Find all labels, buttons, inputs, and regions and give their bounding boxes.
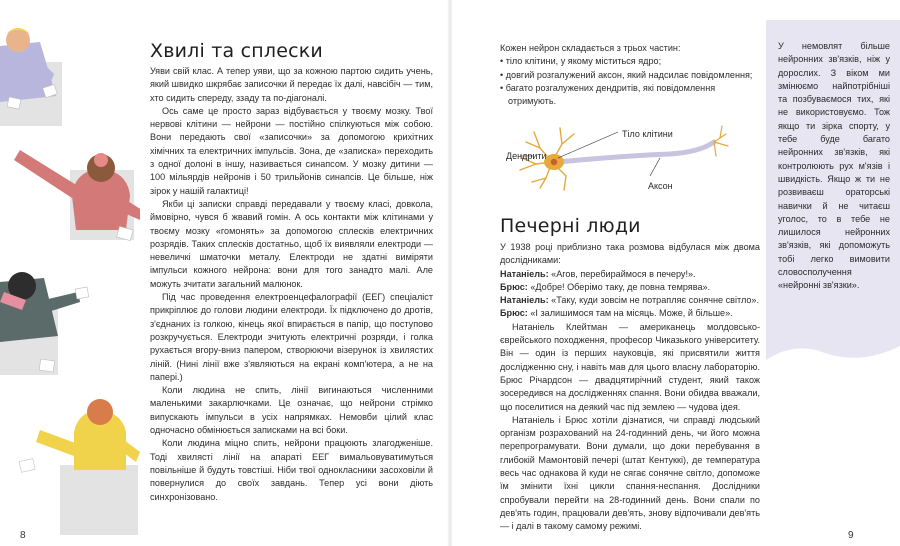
list-item: • багато розгалужених дендритів, які повідомлення отримують.: [500, 82, 760, 109]
neuron-intro: Кожен нейрон складається з трьох частин:: [500, 43, 681, 53]
left-body-text: [150, 65, 433, 504]
page-number: 9: [848, 530, 854, 541]
speaker: Брюс:: [500, 281, 528, 292]
classroom-illustration: [0, 0, 140, 546]
dialogue: [500, 268, 760, 321]
dialogue-text: «Таку, куди зовсім не потрапляє сонячне світло».: [551, 295, 760, 306]
sidebar-note: У немовлят більше нейронних зв'язків, ніж у дорослих. З віком ми змінюємо найпотрібніші та позбуваємося тих, які не використовуємо. Тож якщо ти зірка спорту, у тебе буде багато нейронних зв'язків, які контролюють рух м'язів і швидкість. Якщо ж ти не розвиваєш ораторські навички й не читаєш уголос, то в тебе не лишилося нейронних зв'язків, які допоможуть тобі легко вимовити словосполучення «нейронні зв'язки».: [778, 41, 890, 291]
section-title: Печерні люди: [500, 215, 641, 237]
paragraph: Якби ці записки справді передавали у твоєму класі, довкола, ймовірно, чувся б жвавий гомін. А ось контакти між клітинами у твоєму мозку «гомонять» за допомогою сплесків електричних розрядів. Таких сплесків достатньо, щоб їх виявляли електроди — невеличкі шматочки металу. Електроди не здатні виміряти імпульси кожного нейрона: вони для того занадто малі. Але можуть зчитати загальний малюнок.: [150, 198, 433, 289]
note-paper-icon: [39, 359, 54, 372]
dialogue-text: «Агов, перебираймося в печеру!».: [551, 268, 696, 279]
speaker: Натаніель:: [500, 268, 549, 279]
page-title: Хвилі та сплески: [150, 40, 323, 62]
paragraph: Натаніель Клейтман — американець молдовсько-єврейського походження, професор Чиказького університету. Він — один із перших науковців, які присвятили життя дослідженню сну, і навіть мав для цього власну лабораторію. Брюс Річардсон — двадцятирічний студент, який також зосередився на дослідженнях спання. Вони обидва вважали, що поселитися на деякий час під землею — чудова ідея.: [500, 321, 760, 412]
paragraph: Коли людина міцно спить, нейрони працюють злагодженіше. Тоді хвилясті лінії на апараті ЕЕГ вимальовуватимуться повільніше й будуть товстіші. Ніби твої однокласники засоховіли й повернулися до своїх завдань. Тепер усі вони діють синхронізовано.: [150, 438, 433, 502]
cell-body-label: Тіло клітини: [622, 129, 673, 139]
dialogue-line: [500, 294, 760, 307]
note-paper-icon: [19, 459, 35, 473]
section-intro: У 1938 році приблизно така розмова відбулася між двома дослідниками:: [500, 242, 760, 266]
student-desk-icon: [60, 465, 138, 535]
paragraph: Коли людина не спить, лінії вигинаються численними маленькими закарлючками. Це означає, що нейрони стрімко випускають імпульси в усіх напрямках. Немовби цілий клас одночасно обмінюється записками на всі боки.: [150, 385, 433, 436]
speaker: Натаніель:: [500, 295, 549, 306]
list-item: • довгий розгалужений аксон, який надсилає повідомлення;: [500, 69, 760, 82]
dendrites-label: Дендрити: [506, 151, 547, 161]
paragraph: Уяви свій клас. А тепер уяви, що за кожною партою сидить учень, який швидко шкрябає записочки й передає їх далі, навсібіч — тим, хто сидить спереду, ззаду та по-діагоналі.: [150, 66, 433, 103]
paragraph: Ось саме це просто зараз відбувається у твоєму мозку. Твої нервові клітини — нейрони — постійно спілкуються між собою. Вони передають свої «записочки» за допомогою крихітних хімічних та електричних імпульсів. Зона, де «записка» переходить з одної долоні в іншу, називається синапсом. У мозку дитини — 100 мільярдів нейронів і 50 трильйонів синапсів. Це більше, ніж зірок у нашій галактиці!: [150, 105, 433, 196]
right-body-text: [500, 241, 760, 534]
right-page: [450, 0, 900, 546]
dialogue-line: [500, 281, 760, 294]
list-item: • тіло клітини, у якому міститься ядро;: [500, 55, 760, 68]
axon-label: Аксон: [648, 181, 673, 191]
dialogue-text: «І залишимося там на місяць. Може, й більше».: [530, 308, 733, 319]
speaker: Брюс:: [500, 308, 528, 319]
dialogue-text: «Добре! Оберімо таку, де повна темрява».: [530, 281, 711, 292]
page-number: 8: [20, 530, 26, 541]
paragraph: Під час проведення електроенцефалографії (ЕЕГ) спеціаліст прикріплює до голови людини електроди. Їх підключено до дротів, з'єднаних із голкою, кінець якої впирається в папір, що поступово розкручується. Електроди зчитують електричні розряди, і голка рухається вгору-вниз папером, створюючи візерунок із хвилястих ліній. (Нині лінії вже з'являються на екрані комп'ютера, а не на папері.): [150, 292, 433, 382]
dialogue-line: [500, 268, 760, 281]
dialogue-line: [500, 307, 760, 320]
neuron-parts-list: [500, 55, 760, 108]
neuron-parts-text: [500, 42, 760, 108]
paragraph: Натаніель і Брюс хотіли дізнатися, чи справді людський організм розрахований на 24-годинний день, чи його можна перепрограмувати. Вони думали, що доки перебування в глибокій Мамонтовій печері (штат Кентуккі), де температура весь час однакова й куди не сягає сонячне світло, допоможе їм змінити їхні цикли спання-неспання. Дослідники спробували перейти на 28-годинний день. Вони спали по дев'ять годин, працювали дев'ять, знову відпочивали дев'ять — і далі в такому самому режимі.: [500, 414, 760, 532]
note-paper-icon: [75, 287, 89, 299]
note-paper-icon: [7, 97, 21, 109]
